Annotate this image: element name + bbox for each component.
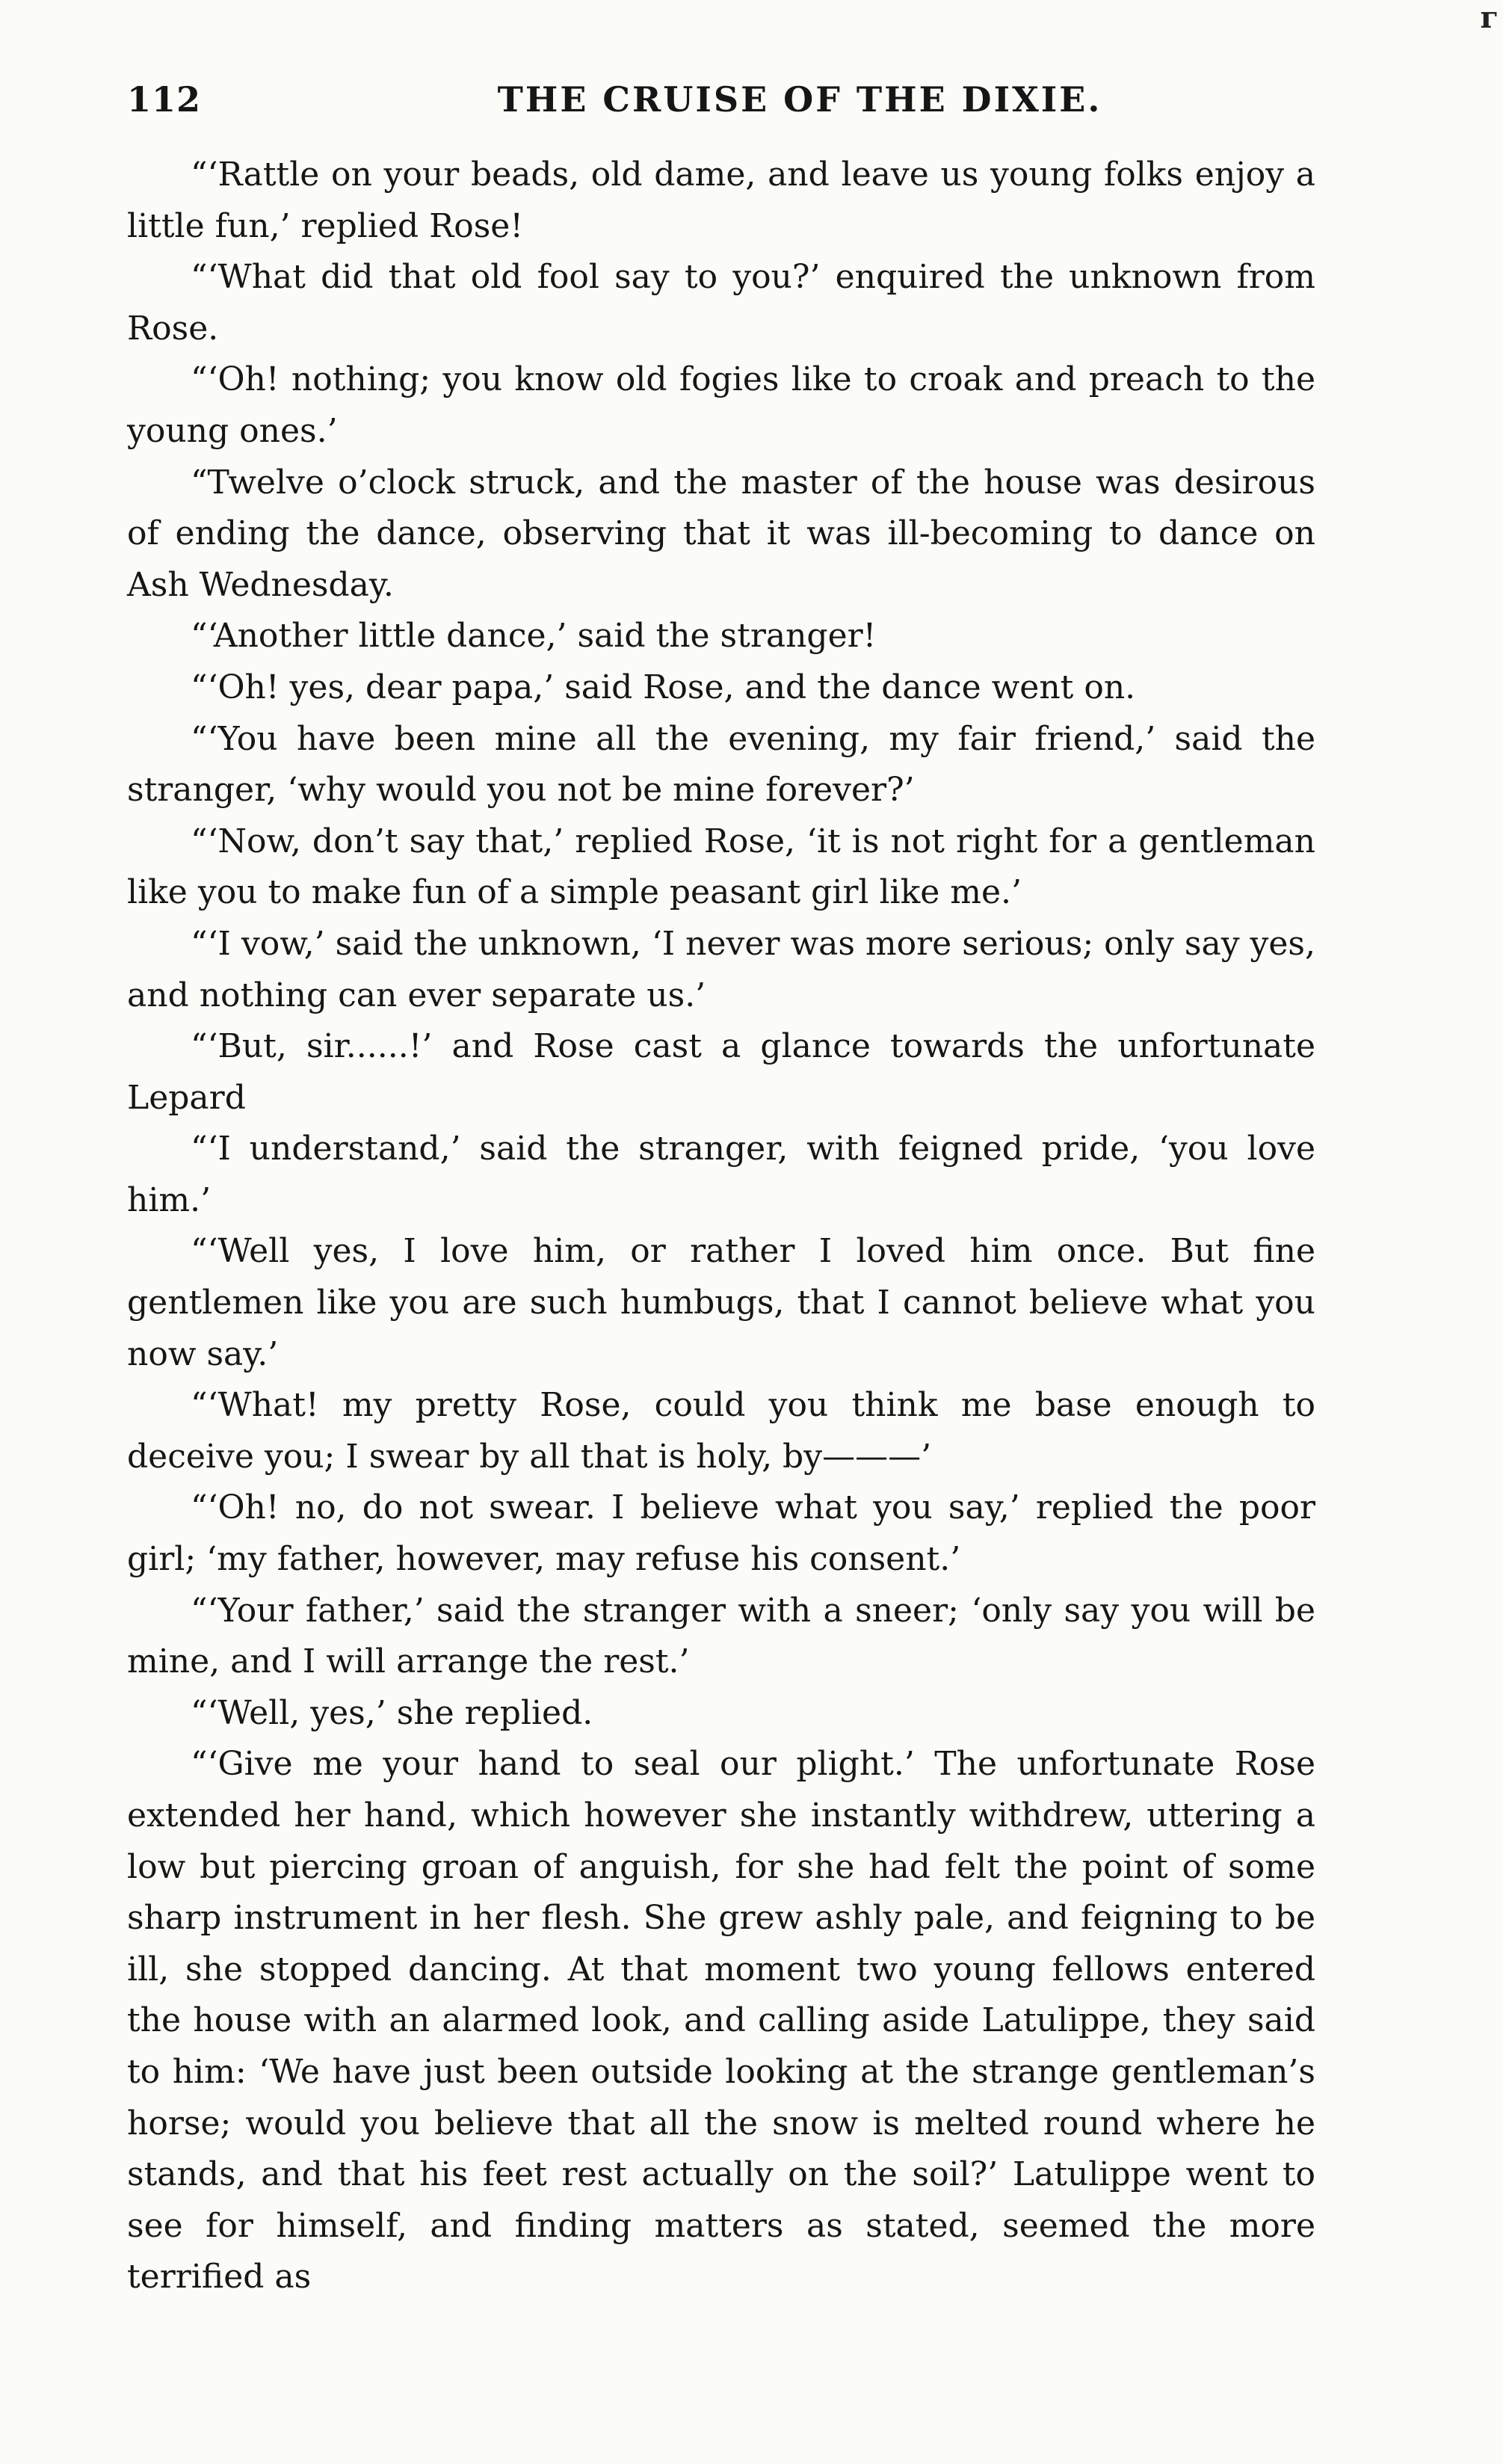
- paragraph: “‘Well yes, I love him, or rather I loved him once. But fine gentlemen like you are such humbugs, that I cannot believe what you now say.’: [127, 1232, 1315, 1373]
- paragraph: “‘Now, don’t say that,’ replied Rose, ‘it is not right for a gentleman like you to make fun of a simple peasant girl like me.’: [127, 822, 1315, 912]
- paragraph: “‘I understand,’ said the stranger, with feigned pride, ‘you love him.’: [127, 1130, 1315, 1219]
- page-edge-mark: г: [1480, 0, 1499, 35]
- running-title: THE CRUISE OF THE DIXIE.: [497, 79, 1102, 120]
- paragraph: “‘Well, yes,’ she replied.: [191, 1693, 593, 1732]
- paragraph: “‘Oh! nothing; you know old fogies like to croak and preach to the young ones.’: [127, 360, 1315, 450]
- paragraph: “‘Another little dance,’ said the stranger!: [191, 617, 877, 656]
- paragraph: “‘Rattle on your beads, old dame, and leave us young folks enjoy a little fun,’ replied Rose!: [127, 155, 1315, 245]
- paragraph: “‘Oh! no, do not swear. I believe what you say,’ replied the poor girl; ‘my father, however, may refuse his consent.’: [127, 1488, 1315, 1579]
- paragraph: “‘Your father,’ said the stranger with a sneer; ‘only say you will be mine, and I will arrange the rest.’: [127, 1591, 1315, 1681]
- body-text: [127, 150, 1315, 2303]
- page-header: [127, 73, 1360, 126]
- paragraph: “‘What did that old fool say to you?’ enquired the unknown from Rose.: [127, 258, 1315, 348]
- paragraph: “‘I vow,’ said the unknown, ‘I never was more serious; only say yes, and nothing can ever separate us.’: [127, 924, 1316, 1014]
- paragraph: “‘But, sir......!’ and Rose cast a glance towards the unfortunate Lepard: [127, 1027, 1315, 1117]
- paragraph: “‘What! my pretty Rose, could you think me base enough to deceive you; I swear by all that is holy, by———’: [127, 1386, 1315, 1476]
- paragraph: “‘Oh! yes, dear papa,’ said Rose, and the dance went on.: [191, 668, 1136, 706]
- paragraph: “Twelve o’clock struck, and the master of the house was desirous of ending the dance, observing that it was ill-becoming to dance on Ash Wednesday.: [127, 463, 1315, 604]
- paragraph: “‘You have been mine all the evening, my fair friend,’ said the stranger, ‘why would you not be mine forever?’: [127, 719, 1315, 810]
- paragraph: “‘Give me your hand to seal our plight.’ The unfortunate Rose extended her hand, which however she instantly withdrew, uttering a low but piercing groan of anguish, for she had felt the point of some sharp instrument in her flesh. She grew ashly pale, and feigning to be ill, she stopped dancing. At that moment two young fellows entered the house with an alarmed look, and calling aside Latulippe, they said to him: ‘We have just been outside looking at the strange gentleman’s horse; would you believe that all the snow is melted round where he stands, and that his feet rest actually on the soil?’ Latulippe went to see for himself, and finding matters as stated, seemed the more terrified as: [127, 1745, 1315, 2297]
- page-number: 112: [127, 79, 202, 120]
